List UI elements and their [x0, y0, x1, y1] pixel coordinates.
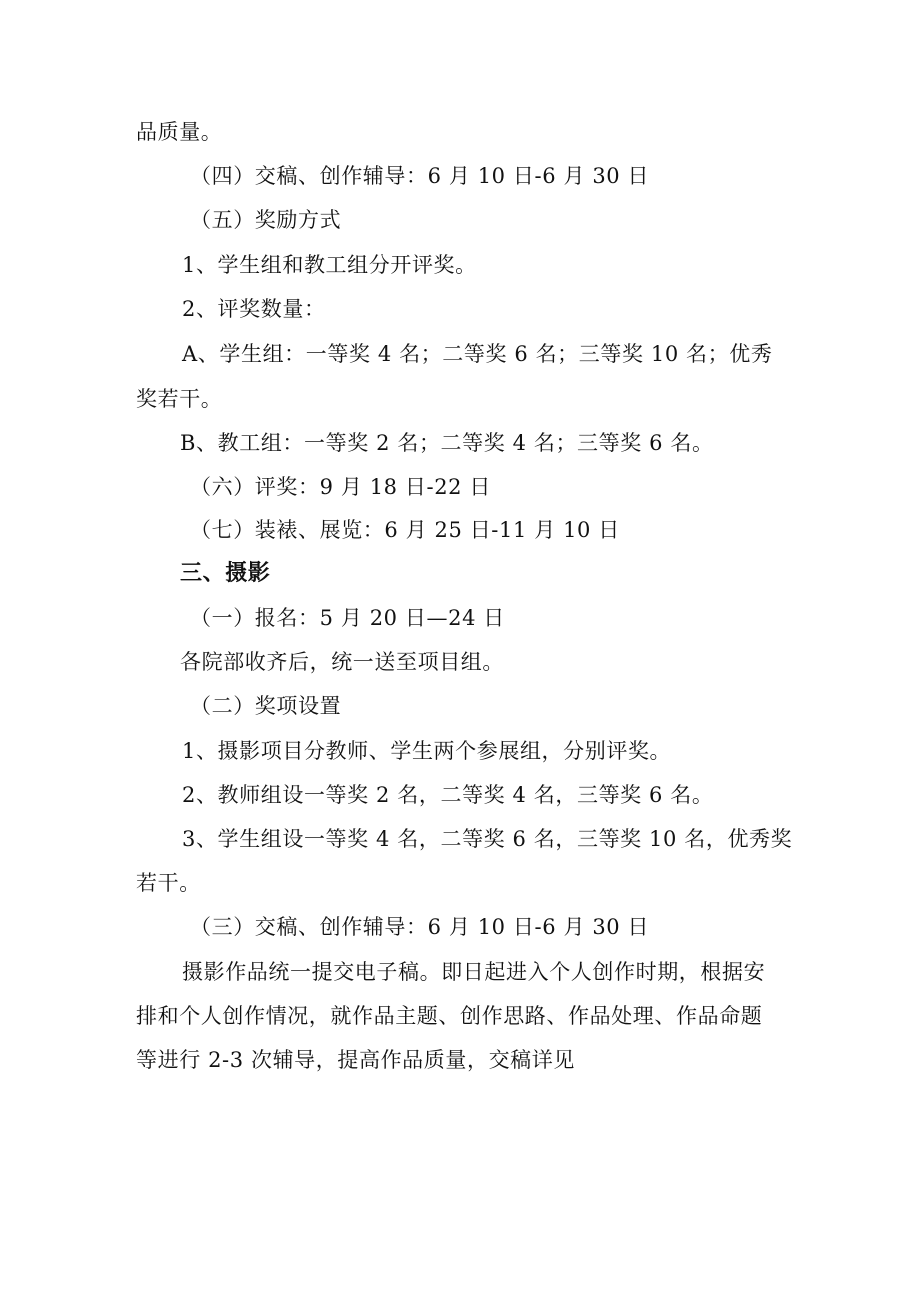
- chapter-heading-photography: 三、摄影: [180, 561, 271, 586]
- text-line: 各院部收齐后，统一送至项目组。: [180, 650, 504, 674]
- section-heading-prize-setup: （二）奖项设置: [190, 694, 342, 718]
- text-line: 2、评奖数量：: [182, 297, 326, 321]
- text-line: 品质量。: [136, 120, 223, 144]
- text-line: A、学生组：一等奖 4 名；二等奖 6 名；三等奖 10 名；优秀: [182, 342, 773, 366]
- text-line: 1、学生组和教工组分开评奖。: [182, 253, 477, 277]
- section-heading-submission-photo: （三）交稿、创作辅导：6 月 10 日-6 月 30 日: [190, 915, 650, 939]
- text-line: 3、学生组设一等奖 4 名，二等奖 6 名，三等奖 10 名，优秀奖: [182, 827, 793, 851]
- text-line: 若干。: [136, 871, 201, 895]
- text-line: 1、摄影项目分教师、学生两个参展组，分别评奖。: [182, 739, 672, 763]
- text-line: 排和个人创作情况，就作品主题、创作思路、作品处理、作品命题: [136, 1004, 763, 1028]
- text-line: 2、教师组设一等奖 2 名，二等奖 4 名，三等奖 6 名。: [182, 783, 714, 807]
- section-heading-awards: （五）奖励方式: [190, 208, 342, 232]
- text-line: B、教工组：一等奖 2 名；二等奖 4 名；三等奖 6 名。: [180, 431, 714, 455]
- text-line: 等进行 2-3 次辅导，提高作品质量，交稿详见: [136, 1048, 575, 1072]
- section-heading-submission: （四）交稿、创作辅导：6 月 10 日-6 月 30 日: [190, 164, 650, 188]
- text-line: 奖若干。: [136, 387, 223, 411]
- section-heading-registration: （一）报名：5 月 20 日—24 日: [190, 606, 505, 630]
- section-heading-judging: （六）评奖：9 月 18 日-22 日: [190, 475, 492, 499]
- section-heading-exhibition: （七）装裱、展览：6 月 25 日-11 月 10 日: [190, 518, 620, 542]
- text-line: 摄影作品统一提交电子稿。即日起进入个人创作时期，根据安: [182, 960, 766, 984]
